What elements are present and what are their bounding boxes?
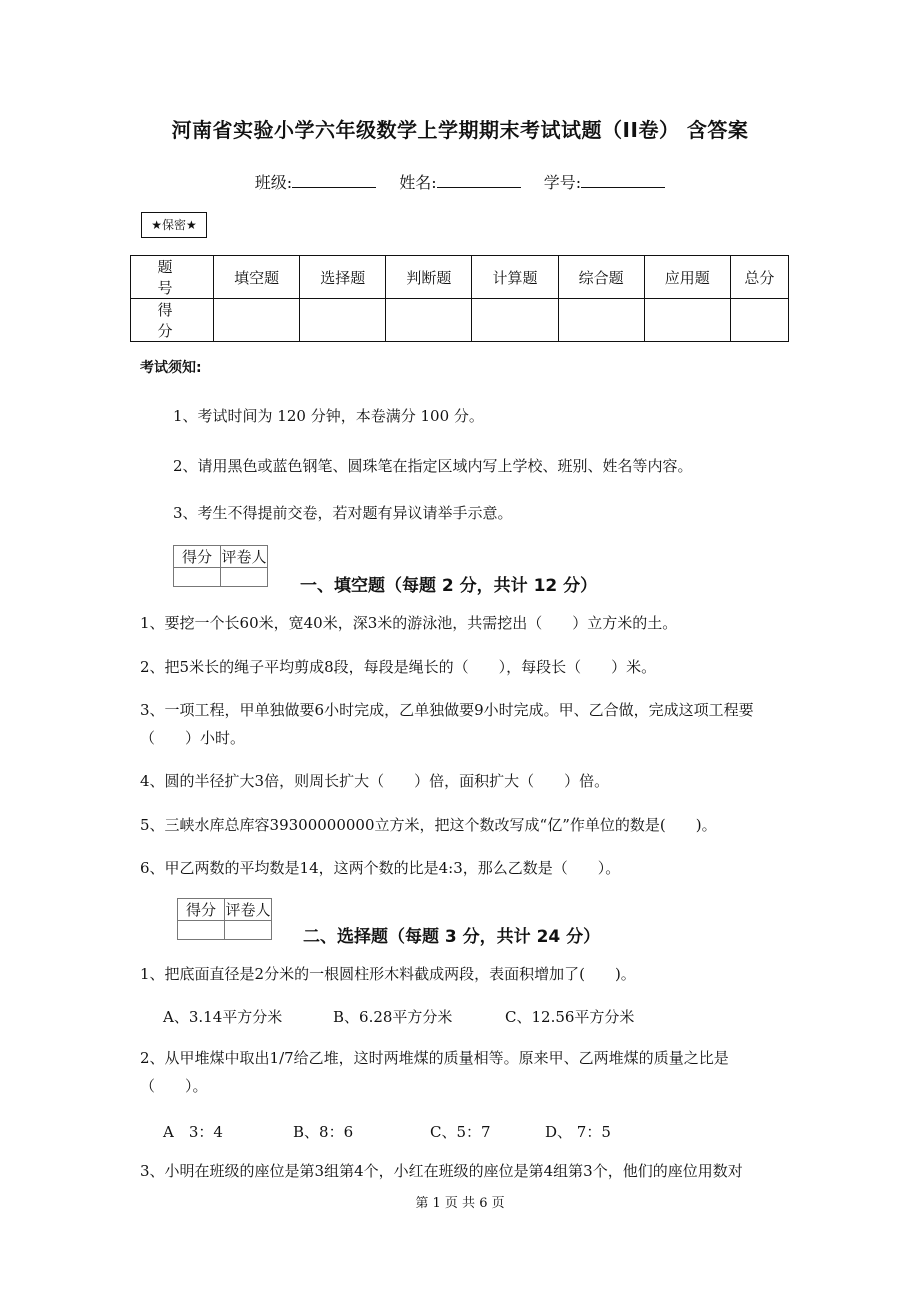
- student-info-line: [0, 170, 920, 193]
- score-header-cell: 填空题: [214, 256, 300, 299]
- grader-score-label: 得分: [178, 899, 225, 921]
- question: 1、把底面直径是2分米的一根圆柱形木料截成两段，表面积增加了( )。: [140, 965, 636, 983]
- question: 2、从甲堆煤中取出1/7给乙堆，这时两堆煤的质量相等。原来甲、乙两堆煤的质量之比是（ ）。: [140, 1049, 729, 1095]
- score-header-cell: 题 号: [131, 256, 214, 299]
- score-cell: [300, 299, 386, 342]
- class-label: 班级:: [254, 173, 293, 192]
- section-title: 二、选择题（每题 3 分，共计 24 分）: [303, 927, 601, 947]
- notice-heading: 考试须知:: [140, 360, 202, 376]
- name-label: 姓名:: [399, 173, 437, 192]
- score-header-cell: 总分: [730, 256, 788, 299]
- score-row-label: 得 分: [131, 299, 214, 342]
- score-header-cell: 应用题: [644, 256, 730, 299]
- grader-reviewer-label: 评卷人: [225, 899, 272, 921]
- question: 6、甲乙两数的平均数是14，这两个数的比是4:3，那么乙数是（ ）。: [140, 859, 621, 877]
- question: 3、小明在班级的座位是第3组第4个，小红在班级的座位是第4组第3个，他们的座位用数对: [140, 1162, 743, 1180]
- question: 4、圆的半径扩大3倍，则周长扩大（ ）倍，面积扩大（ ）倍。: [140, 772, 610, 790]
- grader-score-label: 得分: [174, 546, 221, 568]
- id-label: 学号:: [543, 173, 582, 192]
- notice-item: 2、请用黑色或蓝色钢笔、圆珠笔在指定区域内写上学校、班别、姓名等内容。: [173, 457, 693, 475]
- question: 1、要挖一个长60米，宽40米，深3米的游泳池，共需挖出（ ）立方米的土。: [140, 614, 678, 632]
- score-header-cell: 综合题: [558, 256, 644, 299]
- name-blank: [437, 173, 521, 188]
- score-table-header-row: [131, 256, 789, 299]
- score-table-score-row: [131, 299, 789, 342]
- class-blank: [292, 173, 376, 188]
- grader-box: [177, 898, 272, 940]
- score-cell: [558, 299, 644, 342]
- score-cell: [386, 299, 472, 342]
- option: B、6.28平方分米: [333, 1008, 453, 1026]
- notice-item: 3、考生不得提前交卷，若对题有异议请举手示意。: [173, 504, 513, 522]
- confidential-badge: ★保密★: [141, 212, 207, 238]
- option: D、 7：5: [545, 1123, 611, 1141]
- question: 2、把5米长的绳子平均剪成8段，每段是绳长的（ ），每段长（ ）米。: [140, 658, 657, 676]
- grader-reviewer-label: 评卷人: [221, 546, 268, 568]
- option: B、8：6: [293, 1123, 354, 1141]
- score-cell: [730, 299, 788, 342]
- question: 3、一项工程，甲单独做要6小时完成，乙单独做要9小时完成。甲、乙合做，完成这项工程要（ ）小时。: [140, 701, 754, 747]
- score-header-cell: 选择题: [300, 256, 386, 299]
- grader-box: [173, 545, 268, 587]
- id-blank: [581, 173, 665, 188]
- grader-reviewer-cell: [225, 921, 272, 940]
- option: A 3：4: [163, 1123, 223, 1141]
- score-table: [130, 255, 789, 342]
- question: 5、三峡水库总库容39300000000立方米，把这个数改写成“亿”作单位的数是( )。: [140, 816, 717, 834]
- score-header-cell: 计算题: [472, 256, 558, 299]
- score-cell: [472, 299, 558, 342]
- grader-score-cell: [174, 568, 221, 587]
- grader-reviewer-cell: [221, 568, 268, 587]
- page-footer: 第 1 页 共 6 页: [415, 1196, 505, 1211]
- option: A、3.14平方分米: [163, 1008, 283, 1026]
- grader-score-cell: [178, 921, 225, 940]
- score-header-cell: 判断题: [386, 256, 472, 299]
- section-title: 一、填空题（每题 2 分，共计 12 分）: [300, 576, 598, 596]
- score-cell: [214, 299, 300, 342]
- option: C、12.56平方分米: [505, 1008, 635, 1026]
- option: C、5：7: [430, 1123, 491, 1141]
- notice-item: 1、考试时间为 120 分钟，本卷满分 100 分。: [173, 407, 484, 425]
- score-cell: [644, 299, 730, 342]
- page-title: 河南省实验小学六年级数学上学期期末考试试题（II卷） 含答案: [171, 118, 749, 142]
